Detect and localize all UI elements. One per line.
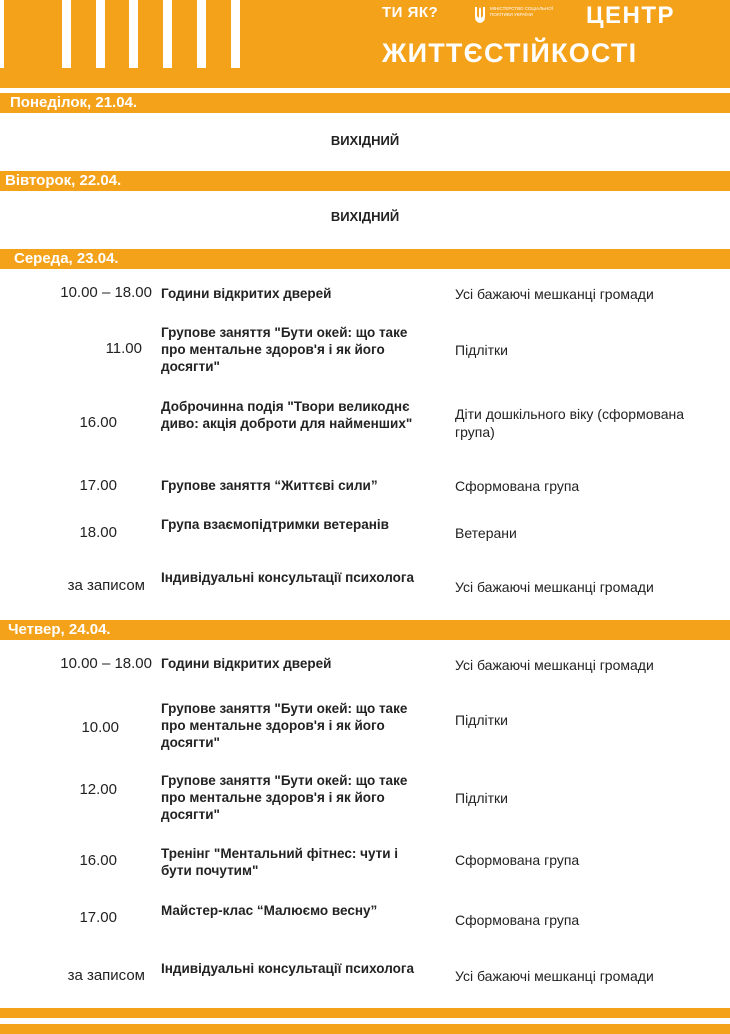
decor-stripe [0,0,4,68]
page-title-line2: ЖИТТЄСТІЙКОСТІ [382,38,638,68]
day-header-tuesday [0,171,730,191]
day-label: Середа, 23.04. [14,250,119,267]
row-event: Майстер-клас “Малюємо весну” [161,903,378,918]
row-audience: Підлітки [455,342,508,358]
row-event: Години відкритих дверей [161,656,332,671]
day-label: Понеділок, 21.04. [10,94,138,111]
row-time: 17.00 [79,909,117,926]
day-label: Четвер, 24.04. [8,621,111,638]
row-event: Групове заняття "Бути окей: що таке про ментальне здоров'я і як його досягти" [161,325,408,374]
day-label: Вівторок, 22.04. [5,172,122,189]
row-time: за записом [67,577,145,594]
row-audience: Усі бажаючі мешканці громади [455,579,654,595]
row-event: Група взаємопідтримки ветеранів [161,517,389,532]
header-banner [0,0,730,88]
row-time: 10.00 [81,719,119,736]
row-audience: Ветерани [455,525,517,541]
row-time: 12.00 [79,781,117,798]
footer-bar [0,1024,730,1034]
row-time: 10.00 – 18.00 [60,284,152,301]
page-title-line1: ЦЕНТР [586,2,676,29]
row-time: 16.00 [79,414,117,431]
row-audience: Сформована група [455,852,580,868]
row-audience: Усі бажаючі мешканці громади [455,286,654,302]
footer-bar [0,1008,730,1018]
decor-stripe [96,0,105,68]
row-time: 18.00 [79,524,117,541]
row-event: Індивідуальні консультації психолога [161,570,414,585]
decor-stripe [231,0,240,68]
row-audience: Сформована група [455,912,580,928]
row-event: Групове заняття “Життєві сили” [161,478,378,493]
row-time: 11.00 [105,340,142,357]
day-off-label: ВИХІДНИЙ [330,133,400,148]
row-event: Години відкритих дверей [161,286,332,301]
trident-icon [474,6,486,24]
row-event: Групове заняття "Бути окей: що таке про ментальне здоров'я і як його досягти" [161,701,408,750]
decor-stripe [163,0,172,68]
row-audience: Діти дошкільного віку (сформована група) [455,406,685,440]
row-audience: Усі бажаючі мешканці громади [455,657,654,673]
row-audience: Усі бажаючі мешканці громади [455,968,654,984]
row-event: Доброчинна подія "Твори великоднє диво: акція доброти для найменших" [161,399,413,431]
row-time: 17.00 [79,477,117,494]
row-event: Індивідуальні консультації психолога [161,961,414,976]
row-time: 16.00 [79,852,117,869]
ministry-logo-text: МІНІСТЕРСТВО СОЦІАЛЬНОЇ ПОЛІТИКИ УКРАЇНИ [490,6,553,17]
day-header-wednesday [0,249,730,269]
row-audience: Підлітки [455,790,508,806]
decor-stripe [197,0,206,68]
tiyak-logo: ТИ ЯК? [382,4,439,21]
row-time: за записом [67,967,145,984]
row-audience: Підлітки [455,712,508,728]
day-header-thursday [0,620,730,640]
day-off-label: ВИХІДНИЙ [330,209,400,224]
decor-stripe [62,0,71,68]
decor-stripe [129,0,138,68]
row-event: Тренінг "Ментальний фітнес: чути і бути почутим" [161,846,399,878]
row-audience: Сформована група [455,478,580,494]
day-header-monday [0,93,730,113]
row-time: 10.00 – 18.00 [60,655,152,672]
row-event: Групове заняття "Бути окей: що таке про ментальне здоров'я і як його досягти" [161,773,408,822]
